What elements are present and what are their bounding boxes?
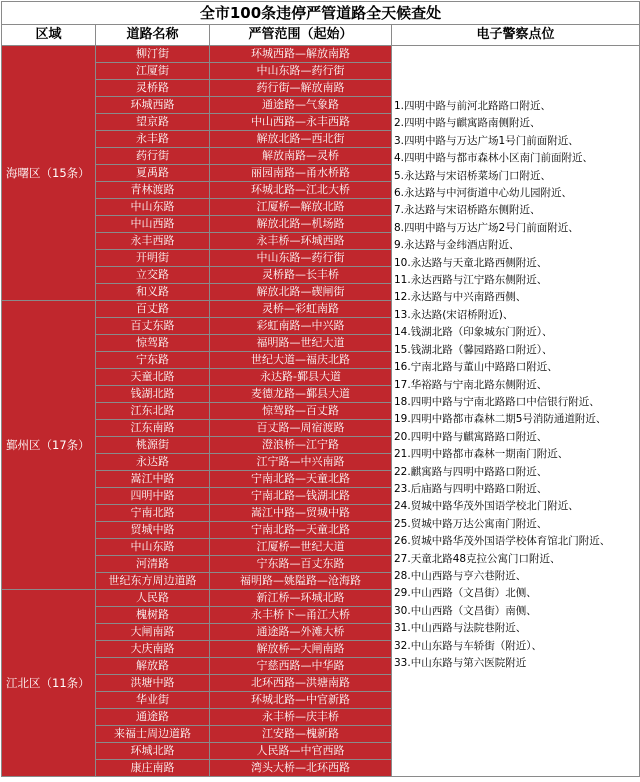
header-camera-locations: 电子警察点位 <box>392 25 640 46</box>
camera-location-item: 7.永达路与宋诏桥路东侧附近、 <box>394 204 541 217</box>
enforcement-range-cell: 北环西路—洪塘南路 <box>210 675 392 692</box>
district-cell: 江北区（11条） <box>2 590 96 777</box>
enforcement-range-cell: 环城北路—江北大桥 <box>210 182 392 199</box>
road-name-cell: 中山东路 <box>96 199 210 216</box>
road-name-cell: 槐树路 <box>96 607 210 624</box>
enforcement-range-cell: 宁南北路—钱湖北路 <box>210 488 392 505</box>
road-name-cell: 百丈东路 <box>96 318 210 335</box>
camera-location-item: 6.永达路与中河街道中心幼儿园附近、 <box>394 187 573 200</box>
header-district: 区域 <box>2 25 96 46</box>
enforcement-table <box>1 1 640 777</box>
camera-location-item: 1.四明中路与前河北路路口附近、 <box>394 100 552 112</box>
road-name-cell: 洪塘中路 <box>96 675 210 692</box>
road-name-cell: 环城西路 <box>96 97 210 114</box>
camera-location-item: 26.贸城中路华茂外国语学校体育馆北门附近、 <box>394 535 611 548</box>
camera-location-item: 14.钱湖北路（印象城东门附近）、 <box>394 326 553 339</box>
enforcement-range-cell: 世纪大道—福庆北路 <box>210 352 392 369</box>
camera-location-item: 9.永达路与金纬酒店附近、 <box>394 239 520 252</box>
road-name-cell: 贸城中路 <box>96 522 210 539</box>
camera-location-item: 8.四明中路与万达广场2号门前面附近、 <box>394 221 579 234</box>
enforcement-range-cell: 中山东路—药行街 <box>210 250 392 267</box>
enforcement-range-cell: 药行街—解放南路 <box>210 80 392 97</box>
enforcement-range-cell: 江安路—槐新路 <box>210 726 392 743</box>
table-row <box>2 46 640 63</box>
enforcement-range-cell: 福明路—姚隘路—沧海路 <box>210 573 392 590</box>
camera-location-item: 11.永达西路与江宁路东侧附近、 <box>394 274 548 287</box>
road-name-cell: 柳汀街 <box>96 46 210 63</box>
road-name-cell: 桃源街 <box>96 437 210 454</box>
camera-location-item: 20.四明中路与麒寓路路口附近、 <box>394 430 548 443</box>
camera-location-item: 3.四明中路与万达广场1号门前面附近、 <box>394 134 579 147</box>
camera-location-item: 18.四明中路与宁南北路路口中信银行附近、 <box>394 395 600 408</box>
road-name-cell: 中山东路 <box>96 539 210 556</box>
district-cell: 海曙区（15条） <box>2 46 96 301</box>
enforcement-range-cell: 麦德龙路—鄞县大道 <box>210 386 392 403</box>
enforcement-range-cell: 江宁路—中兴南路 <box>210 454 392 471</box>
camera-location-item: 2.四明中路与麒寓路南侧附近、 <box>394 117 541 130</box>
camera-location-item: 5.永达路与宋诏桥菜场门口附近、 <box>394 169 552 182</box>
camera-location-item: 16.宁南北路与董山中路路口附近、 <box>394 361 558 374</box>
enforcement-range-cell: 永丰桥—环城西路 <box>210 233 392 250</box>
road-name-cell: 和义路 <box>96 284 210 301</box>
enforcement-range-cell: 宁南北路—天童北路 <box>210 522 392 539</box>
road-name-cell: 解放路 <box>96 658 210 675</box>
road-name-cell: 环城北路 <box>96 743 210 760</box>
road-name-cell: 药行街 <box>96 148 210 165</box>
enforcement-range-cell: 人民路—中官西路 <box>210 743 392 760</box>
road-name-cell: 望京路 <box>96 114 210 131</box>
camera-location-item: 29.中山西路（文昌街）北侧、 <box>394 587 537 600</box>
camera-location-item: 33.中山东路与第六医院附近 <box>394 657 527 669</box>
road-name-cell: 嵩江中路 <box>96 471 210 488</box>
enforcement-range-cell: 丽园南路—甬水桥路 <box>210 165 392 182</box>
road-name-cell: 惊驾路 <box>96 335 210 352</box>
road-name-cell: 江厦街 <box>96 63 210 80</box>
camera-location-item: 24.贸城中路华茂外国语学校北门附近、 <box>394 500 579 513</box>
camera-location-item: 31.中山西路与法院巷附近、 <box>394 622 527 635</box>
enforcement-range-cell: 宁南北路—天童北路 <box>210 471 392 488</box>
camera-location-item: 28.中山西路与亨六巷附近、 <box>394 569 527 582</box>
camera-location-item: 23.后庙路与四明中路路口附近、 <box>394 482 548 495</box>
road-name-cell: 江东北路 <box>96 403 210 420</box>
road-name-cell: 来福士周边道路 <box>96 726 210 743</box>
camera-location-item: 19.四明中路都市森林二期5号消防通道附近、 <box>394 413 607 426</box>
road-name-cell: 永丰路 <box>96 131 210 148</box>
header-enforcement-range: 严管范围（起始） <box>210 25 392 46</box>
road-name-cell: 四明中路 <box>96 488 210 505</box>
district-cell: 鄞州区（17条） <box>2 301 96 590</box>
enforcement-range-cell: 解放北路—碶闸街 <box>210 284 392 301</box>
page-title: 全市100条违停严管道路全天候查处 <box>2 2 640 25</box>
road-name-cell: 人民路 <box>96 590 210 607</box>
enforcement-range-cell: 江厦桥—解放北路 <box>210 199 392 216</box>
road-name-cell: 华业街 <box>96 692 210 709</box>
enforcement-range-cell: 灵桥路—长丰桥 <box>210 267 392 284</box>
road-name-cell: 灵桥路 <box>96 80 210 97</box>
road-name-cell: 开明街 <box>96 250 210 267</box>
enforcement-range-cell: 宁慈西路—中华路 <box>210 658 392 675</box>
enforcement-range-cell: 新江桥—环城北路 <box>210 590 392 607</box>
camera-location-item: 30.中山西路（文昌街）南侧、 <box>394 604 537 617</box>
header-road-name: 道路名称 <box>96 25 210 46</box>
enforcement-range-cell: 通途路—气象路 <box>210 97 392 114</box>
road-name-cell: 宁东路 <box>96 352 210 369</box>
camera-location-item: 25.贸城中路万达公寓南门附近、 <box>394 517 548 530</box>
title-row <box>2 2 640 25</box>
camera-location-item: 10.永达路与天童北路西侧附近、 <box>394 256 548 269</box>
camera-location-item: 17.华裕路与宁南北路东侧附近、 <box>394 378 548 391</box>
camera-location-item: 12.永达路与中兴南路西侧、 <box>394 291 527 304</box>
enforcement-range-cell: 永丰桥—庆丰桥 <box>210 709 392 726</box>
enforcement-range-cell: 解放桥—大闸南路 <box>210 641 392 658</box>
camera-locations-cell <box>392 46 640 777</box>
enforcement-range-cell: 福明路—世纪大道 <box>210 335 392 352</box>
camera-location-item: 22.麒寓路与四明中路路口附近、 <box>394 465 548 478</box>
road-name-cell: 立交路 <box>96 267 210 284</box>
road-name-cell: 宁南北路 <box>96 505 210 522</box>
road-name-cell: 中山西路 <box>96 216 210 233</box>
road-name-cell: 通途路 <box>96 709 210 726</box>
camera-location-item: 27.天童北路48克拉公寓门口附近、 <box>394 552 561 565</box>
enforcement-range-cell: 解放南路—灵桥 <box>210 148 392 165</box>
enforcement-range-cell: 澄浪桥—江宁路 <box>210 437 392 454</box>
road-name-cell: 大闸南路 <box>96 624 210 641</box>
road-name-cell: 钱湖北路 <box>96 386 210 403</box>
camera-location-item: 4.四明中路与都市森林小区南门前面附近、 <box>394 152 594 165</box>
enforcement-range-cell: 惊驾路—百丈路 <box>210 403 392 420</box>
enforcement-range-cell: 环城北路—中官新路 <box>210 692 392 709</box>
road-name-cell: 大庆南路 <box>96 641 210 658</box>
road-name-cell: 百丈路 <box>96 301 210 318</box>
road-name-cell: 江东南路 <box>96 420 210 437</box>
enforcement-range-cell: 通途路—外滩大桥 <box>210 624 392 641</box>
road-name-cell: 河清路 <box>96 556 210 573</box>
camera-location-item: 32.中山东路与车轿街（附近）、 <box>394 639 542 652</box>
header-row <box>2 25 640 46</box>
enforcement-range-cell: 解放北路—机场路 <box>210 216 392 233</box>
road-name-cell: 永丰西路 <box>96 233 210 250</box>
enforcement-range-cell: 环城西路—解放南路 <box>210 46 392 63</box>
camera-location-item: 15.钱湖北路（馨园路路口附近）、 <box>394 343 553 356</box>
road-name-cell: 天童北路 <box>96 369 210 386</box>
road-name-cell: 世纪东方周边道路 <box>96 573 210 590</box>
enforcement-range-cell: 宁东路—百丈东路 <box>210 556 392 573</box>
road-name-cell: 夏禹路 <box>96 165 210 182</box>
enforcement-range-cell: 永达路-鄞县大道 <box>210 369 392 386</box>
enforcement-range-cell: 中山东路—药行街 <box>210 63 392 80</box>
camera-location-item: 13.永达路(宋诏桥附近)、 <box>394 308 514 321</box>
enforcement-range-cell: 嵩江中路—贸城中路 <box>210 505 392 522</box>
enforcement-range-cell: 湾头大桥—北环西路 <box>210 760 392 777</box>
camera-location-item: 21.四明中路都市森林一期南门附近、 <box>394 448 569 461</box>
enforcement-range-cell: 永丰桥下—甬江大桥 <box>210 607 392 624</box>
enforcement-range-cell: 灵桥—彩虹南路 <box>210 301 392 318</box>
road-name-cell: 青林渡路 <box>96 182 210 199</box>
enforcement-range-cell: 中山西路—永丰西路 <box>210 114 392 131</box>
enforcement-range-cell: 百丈路—周宿渡路 <box>210 420 392 437</box>
enforcement-range-cell: 江厦桥—世纪大道 <box>210 539 392 556</box>
road-name-cell: 康庄南路 <box>96 760 210 777</box>
road-name-cell: 永达路 <box>96 454 210 471</box>
enforcement-range-cell: 彩虹南路—中兴路 <box>210 318 392 335</box>
table-body <box>2 2 640 777</box>
enforcement-range-cell: 解放北路—西北街 <box>210 131 392 148</box>
